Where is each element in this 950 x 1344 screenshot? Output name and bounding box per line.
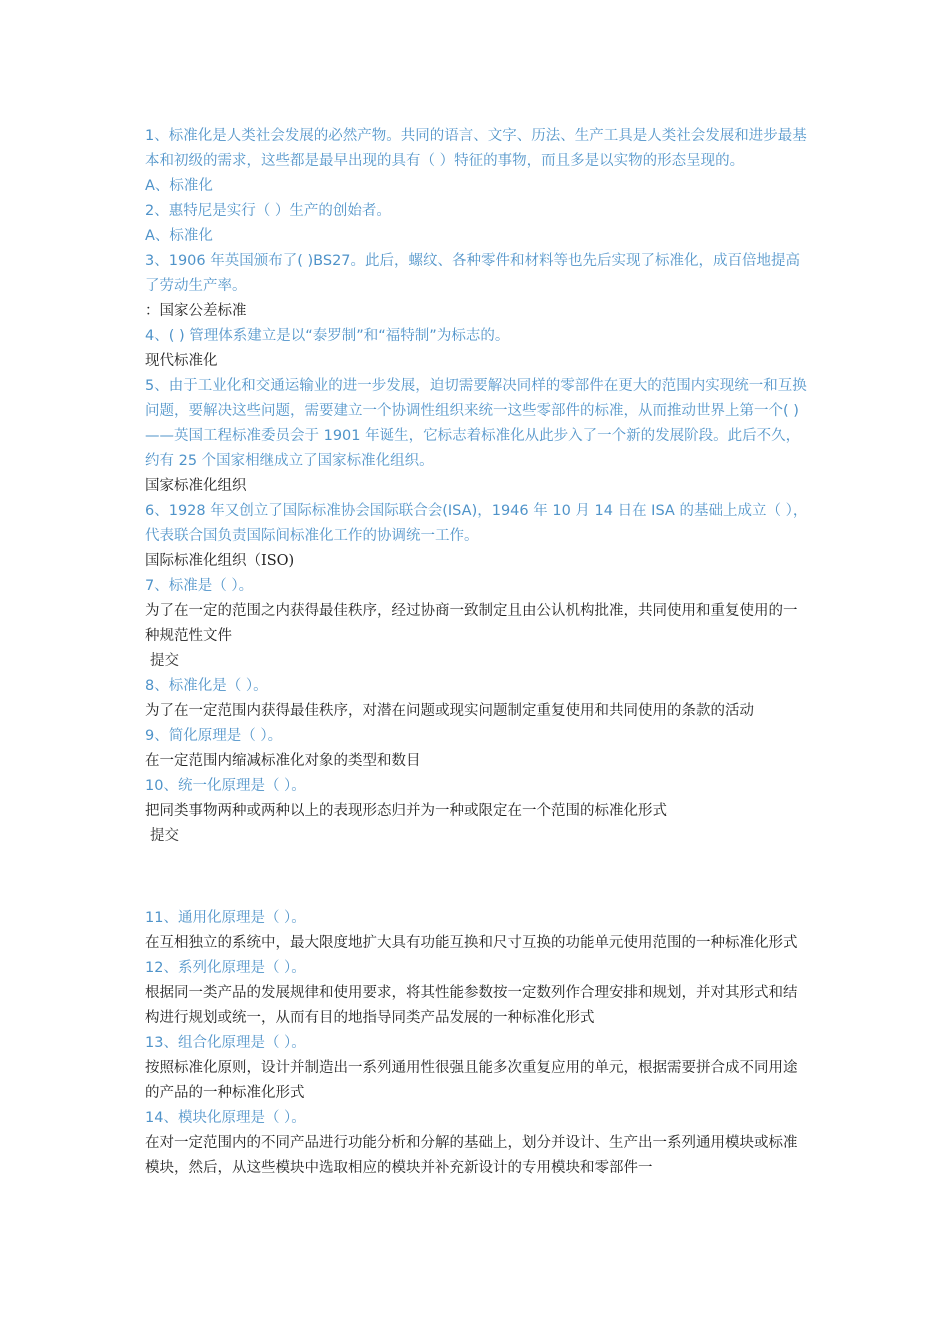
question-number: 6、 xyxy=(145,503,169,519)
question-number: 10、 xyxy=(145,778,178,794)
question-number: 7、 xyxy=(145,578,169,594)
question-text: ( ) 管理体系建立是以“泰罗制”和“福特制”为标志的。 xyxy=(168,328,510,344)
answer-line: 在互相独立的系统中，最大限度地扩大具有功能互换和尺寸互换的功能单元使用范围的一种标准化形式 xyxy=(145,935,798,951)
question-line xyxy=(145,199,810,224)
question-number: 2、 xyxy=(145,203,169,219)
question-text: 模块化原理是（ ）。 xyxy=(177,1110,306,1126)
answer-line: 把同类事物两种或两种以上的表现形态归并为一种或限定在一个范围的标准化形式 xyxy=(145,803,667,819)
question-line xyxy=(145,574,810,599)
question-text: 标准是（ ）。 xyxy=(168,578,254,594)
question-text: 组合化原理是（ ）。 xyxy=(177,1035,306,1051)
question-text: A、标准化 xyxy=(145,178,213,194)
question-number: 3、 xyxy=(145,253,169,269)
answer-line: 在对一定范围内的不同产品进行功能分析和分解的基础上，划分并设计、生产出一系列通用模块或标准模块，然后，从这些模块中选取相应的模块并补充新设计的专用模块和零部件一 xyxy=(145,1135,798,1176)
answer-line: ：国家公差标准 xyxy=(145,303,247,319)
answer-line: 国家标准化组织 xyxy=(145,478,247,494)
answer-line: 为了在一定范围内获得最佳秩序，对潜在问题或现实问题制定重复使用和共同使用的条款的活动 xyxy=(145,703,754,719)
question-line xyxy=(145,174,810,199)
answer-line: 现代标准化 xyxy=(145,353,218,369)
question-line xyxy=(145,674,810,699)
question-text: 标准化是（ ）。 xyxy=(168,678,268,694)
submit-link[interactable]: 提交 xyxy=(150,828,179,844)
question-line xyxy=(145,249,810,299)
question-text: 简化原理是（ ）。 xyxy=(168,728,283,744)
question-number: 5、 xyxy=(145,378,169,394)
question-text: 1906 年英国颁布了( )BS27。此后，螺纹、各种零件和材料等也先后实现了标准化，成百倍地提高了劳动生产率。 xyxy=(145,253,801,294)
question-number: 4、 xyxy=(145,328,169,344)
question-line xyxy=(145,374,810,474)
question-number: 14、 xyxy=(145,1110,178,1126)
blank-line xyxy=(145,865,810,890)
question-number: 12、 xyxy=(145,960,178,976)
answer-line: 在一定范围内缩减标准化对象的类型和数目 xyxy=(145,753,421,769)
question-number: 8、 xyxy=(145,678,169,694)
question-line xyxy=(145,1031,810,1056)
submit-link[interactable]: 提交 xyxy=(150,653,179,669)
question-line xyxy=(145,724,810,749)
question-text: 惠特尼是实行（ ）生产的创始者。 xyxy=(168,203,391,219)
question-number: 9、 xyxy=(145,728,169,744)
question-text: 标准化是人类社会发展的必然产物。共同的语言、文字、历法、生产工具是人类社会发展和进步最基本和初级的需求，这些都是最早出现的具有（ ）特征的事物，而且多是以实物的形态呈现的。 xyxy=(145,128,807,169)
question-text: 通用化原理是（ ）。 xyxy=(177,910,306,926)
question-line xyxy=(145,224,810,249)
question-line xyxy=(145,906,810,931)
question-line xyxy=(145,1106,810,1131)
question-text: 统一化原理是（ ）。 xyxy=(177,778,306,794)
question-line xyxy=(145,956,810,981)
question-line xyxy=(145,499,810,549)
question-text: 由于工业化和交通运输业的进一步发展，迫切需要解决同样的零部件在更大的范围内实现统一和互换问题，要解决这些问题，需要建立一个协调性组织来统一这些零部件的标准，从而推动世界上第一个( )——英国工程标准委员会于 1901 年诞生，它标志着标准化从此步入了一个新的发展阶段。此后不久，约有 25 个国家相继成立了国家标准化组织。 xyxy=(145,378,807,469)
question-number: 11、 xyxy=(145,910,178,926)
question-text: 系列化原理是（ ）。 xyxy=(177,960,306,976)
answer-line: 按照标准化原则，设计并制造出一系列通用性很强且能多次重复应用的单元，根据需要拼合成不同用途的产品的一种标准化形式 xyxy=(145,1060,798,1101)
answer-line: 国际标准化组织（ISO) xyxy=(145,553,295,569)
question-line xyxy=(145,774,810,799)
answer-line: 根据同一类产品的发展规律和使用要求，将其性能参数按一定数列作合理安排和规划，并对其形式和结构进行规划或统一，从而有目的地指导同类产品发展的一种标准化形式 xyxy=(145,985,798,1026)
question-line xyxy=(145,124,810,174)
question-text: 1928 年又创立了国际标准协会国际联合会(ISA)，1946 年 10 月 14 日在 ISA 的基础上成立（ ），代表联合国负责国际间标准化工作的协调统一工作。 xyxy=(145,503,808,544)
question-text: A、标准化 xyxy=(145,228,213,244)
question-number: 13、 xyxy=(145,1035,178,1051)
answer-line: 为了在一定的范围之内获得最佳秩序，经过协商一致制定且由公认机构批准，共同使用和重复使用的一种规范性文件 xyxy=(145,603,798,644)
question-line xyxy=(145,324,810,349)
document-content xyxy=(145,124,810,1181)
question-number: 1、 xyxy=(145,128,169,144)
